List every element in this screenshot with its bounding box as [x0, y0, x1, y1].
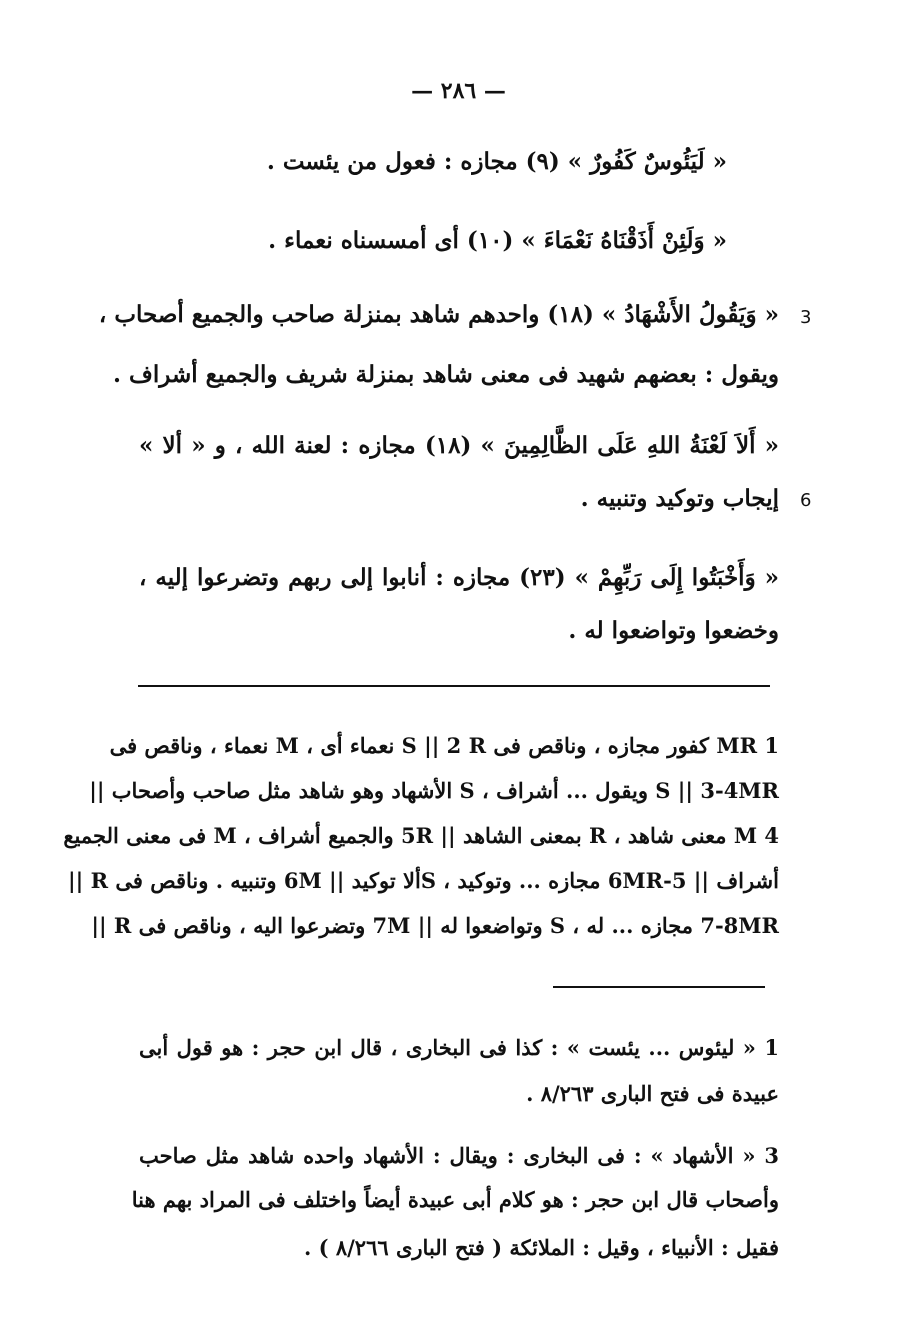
footnote-line: فقيل : الأنبياء ، وقيل : الملائكة ( فتح البارى ٨/٢٦٦ ) .: [303, 1235, 779, 1260]
footnote-line: 1 « ليئوس ... يئست » : كذا فى البخارى ، قال ابن حجر : هو قول أبى: [139, 1035, 779, 1060]
apparatus-divider: [138, 685, 770, 687]
apparatus-line: 4 M معنى شاهد ، R بمعنى الشاهد || 5R والجميع أشراف ، M فى معنى الجميع: [63, 823, 779, 848]
footnote-line: 3 « الأشهاد » : فى البخارى : ويقال : الأشهاد واحده شاهد مثل صاحب: [139, 1143, 779, 1168]
footnote-divider: [553, 986, 765, 988]
apparatus-line: 7-8MR مجازه ... له ، S وتواضعوا له || 7M وتضرعوا اليه ، وناقص فى R ||: [91, 913, 779, 938]
main-line: « أَلاَ لَعْنَةُ اللهِ عَلَى الظَّالِمِينَ » (١٨) مجازه : لعنة الله ، و « ألا »: [139, 432, 779, 459]
apparatus-line: أشراف || 5-6MR مجازه ... وتوكيد ، Sألا توكيد || 6M وتنبيه . وناقص فى R ||: [68, 868, 779, 893]
main-line: « وَأَخْبَتُوا إِلَى رَبِّهِمْ » (٢٣) مجازه : أنابوا إلى ربهم وتضرعوا إليه ،: [139, 564, 780, 591]
apparatus-line: 1 MR كفور مجازه ، وناقص فى S || 2 R نعماء أى ، M نعماء ، وناقص فى: [109, 733, 779, 758]
footnote-line: عبيدة فى فتح البارى ٨/٢٦٣ .: [526, 1081, 779, 1106]
line-number: 6: [800, 490, 812, 511]
main-line: ويقول : بعضهم شهيد فى معنى شاهد بمنزلة شريف والجميع أشراف .: [113, 361, 779, 388]
apparatus-line: S || 3-4MR ويقول ... أشراف ، S الأشهاد وهو شاهد مثل صاحب وأصحاب ||: [89, 778, 779, 803]
main-line: « وَيَقُولُ الأَشْهَادُ » (١٨) واحدهم شاهد بمنزلة صاحب والجميع أصحاب ،: [98, 301, 779, 328]
main-line: إيجاب وتوكيد وتنبيه .: [580, 485, 779, 512]
main-line: « وَلَئِنْ أَذَقْنَاهُ نَعْمَاءَ » (١٠) أى أمسسناه نعماء .: [268, 227, 727, 254]
page-number: — ٢٨٦ —: [411, 78, 506, 104]
main-line: وخضعوا وتواضعوا له .: [568, 617, 779, 644]
line-number: 3: [800, 307, 812, 328]
footnote-line: وأصحاب قال ابن حجر : هو كلام أبى عبيدة أيضاً واختلف فى المراد بهم هنا: [131, 1187, 779, 1212]
main-line: « لَيَئُوسٌ كَفُورٌ » (٩) مجازه : فعول من يئست .: [266, 148, 727, 175]
